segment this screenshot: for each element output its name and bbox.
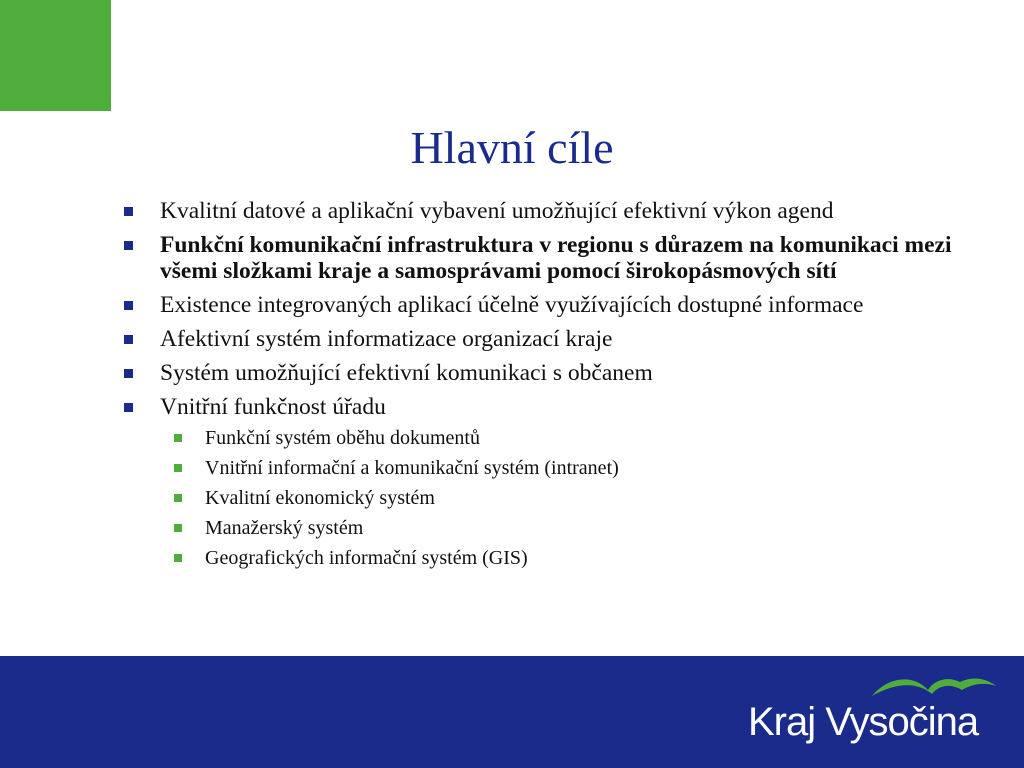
- list-item-text: Kvalitní datové a aplikační vybavení umožňující efektivní výkon agend: [160, 198, 834, 224]
- sub-list-item-text: Kvalitní ekonomický systém: [205, 487, 435, 509]
- list-item-text: Vnitřní funkčnost úřadu: [160, 394, 386, 420]
- green-corner-block: [0, 0, 111, 111]
- list-item: [122, 326, 992, 352]
- logo-text: Kraj Vysočina: [748, 700, 979, 744]
- kraj-vysocina-logo: [748, 672, 998, 752]
- sub-list: [122, 426, 992, 570]
- square-bullet-icon: [124, 301, 133, 310]
- green-square-bullet-icon: [174, 434, 182, 442]
- sub-list-item-text: Vnitřní informační a komunikační systém (intranet): [205, 457, 619, 479]
- square-bullet-icon: [124, 335, 133, 344]
- bullet-list: [122, 198, 992, 576]
- sub-list-item: [122, 456, 992, 480]
- sub-list-item: [122, 426, 992, 450]
- square-bullet-icon: [124, 403, 133, 412]
- sub-list-item: [122, 546, 992, 570]
- green-square-bullet-icon: [174, 524, 182, 532]
- green-square-bullet-icon: [174, 494, 182, 502]
- slide-title: Hlavní cíle: [410, 122, 614, 173]
- list-item: [122, 198, 992, 224]
- sub-list-item-text: Geografických informační systém (GIS): [205, 547, 528, 569]
- list-item-text: Funkční komunikační infrastruktura v regionu s důrazem na komunikaci mezi všemi složkami kraje a samosprávami pomocí širokopásmových sítí: [160, 232, 952, 284]
- square-bullet-icon: [124, 241, 133, 250]
- sub-list-item: [122, 516, 992, 540]
- list-item: [122, 394, 992, 420]
- list-item: [122, 360, 992, 386]
- list-item-text: Systém umožňující efektivní komunikaci s občanem: [160, 360, 653, 386]
- sub-list-item-text: Manažerský systém: [205, 517, 364, 539]
- list-item: [122, 232, 992, 284]
- sub-list-item: [122, 486, 992, 510]
- green-square-bullet-icon: [174, 464, 182, 472]
- sub-list-item-text: Funkční systém oběhu dokumentů: [205, 427, 480, 449]
- list-item-text: Afektivní systém informatizace organizací kraje: [160, 326, 613, 352]
- green-square-bullet-icon: [174, 554, 182, 562]
- square-bullet-icon: [124, 207, 133, 216]
- list-item-text: Existence integrovaných aplikací účelně využívajících dostupné informace: [160, 292, 864, 318]
- list-item: [122, 292, 992, 318]
- square-bullet-icon: [124, 369, 133, 378]
